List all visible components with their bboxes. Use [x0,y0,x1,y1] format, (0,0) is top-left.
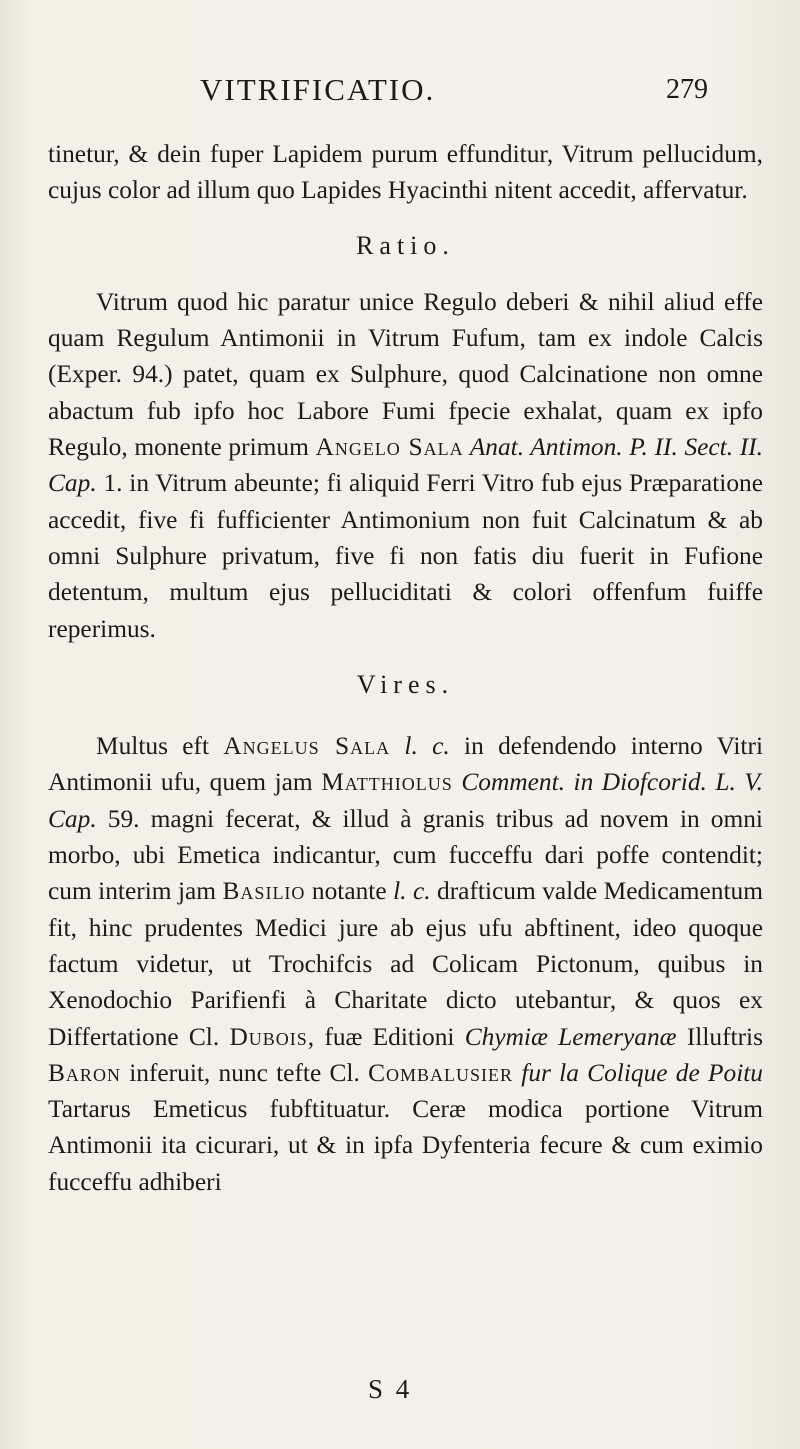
text-run: Illuftris [676,1022,763,1051]
running-title: VITRIFICATIO. [200,72,436,107]
citation-colique-de-poitu: fur la Colique de Poitu [513,1058,763,1087]
signature-mark: S 4 [368,1374,413,1404]
author-name-basilio: Basilio [222,877,306,906]
text-run: inferuit, nunc tefte Cl. [120,1058,369,1087]
paragraph-vires [48,728,763,1200]
citation-lc: l. c. [390,732,450,761]
text-run: Multus eft [96,732,224,761]
author-name-angelus-sala: Angelus Sala [223,732,391,761]
section-heading-vires: Vires. [356,669,455,699]
running-head [0,70,800,110]
page-number: 279 [666,74,708,105]
citation-lc: l. c. [393,877,431,906]
text-run: in defendendo interno Vitri Antimonii ufu, quem jam [48,732,763,797]
text-run: notante [305,877,394,906]
author-name-baron: Baron [48,1058,121,1087]
text-run: 1. in Vitrum abeunte; fi aliquid Ferri Vitro fub ejus Præparatione accedit, five fi fufficienter Antimonium non fuit Calcinatum & ab omni Sulphure privatum, five fi non fatis diu fuerit in Fufione detentum, multum ejus pelluciditati & colori offenfum fuiffe reperimus. [48,469,763,643]
author-name-sala: Angelo Sala [315,433,464,462]
text-run: Tartarus Emeticus fubftituatur. Ceræ modica portione Vitrum Antimonii ita cicurari, ut & in ipfa Dyfenteria fecure & cum eximio fucceffu adhiberi [48,1095,763,1196]
author-name-combalusier: Combalusier [368,1058,514,1087]
paragraph-ratio [48,284,763,647]
author-name-matthiolus: Matthiolus [321,768,453,797]
page-body [48,136,763,1200]
text-run: , fuæ Editioni [307,1022,465,1051]
paragraph-continuation: tinetur, & dein fuper Lapidem purum effunditur, Vitrum pellucidum, cujus color ad illum quo Lapides Hyacinthi nitent accedit, affervatur. [48,140,763,205]
text-run: drafticum valde Medicamentum fit, hinc prudentes Medici jure ab ejus ufu abftinent, ideo quoque factum videtur, ut Trochifcis ad Colicam Pictonum, quibus in Xenodochio Parifienfi à Charitate dicto utebantur, & quos ex Differtatione Cl. [48,877,763,1051]
author-name-dubois: Dubois [229,1022,308,1051]
citation-anat-antimon: Anat. Antimon. P. II. Sect. II. Cap. [48,433,763,498]
section-heading-ratio: Ratio. [356,230,455,260]
citation-chymia-lemeryana: Chymiæ Lemeryanæ [464,1022,677,1051]
citation-comment-dioscorid: Comment. in Diofcorid. L. V. Cap. [48,768,763,833]
text-run: 59. magni fecerat, & illud à granis tribus ad novem in omni morbo, ubi Emetica indicantur, cum fucceffu dari poffe contendit; cum interim jam [48,804,763,906]
text-run: Vitrum quod hic paratur unice Regulo deberi & nihil aliud effe quam Regulum Antimonii in Vitrum Fufum, tam ex indole Calcis (Exper. 94.) patet, quam ex Sulphure, quod Calcinatione non omne abactum fub ipfo hoc Labore Fumi fpecie exhalat, quam ex ipfo Regulo, monente primum [48,287,763,462]
